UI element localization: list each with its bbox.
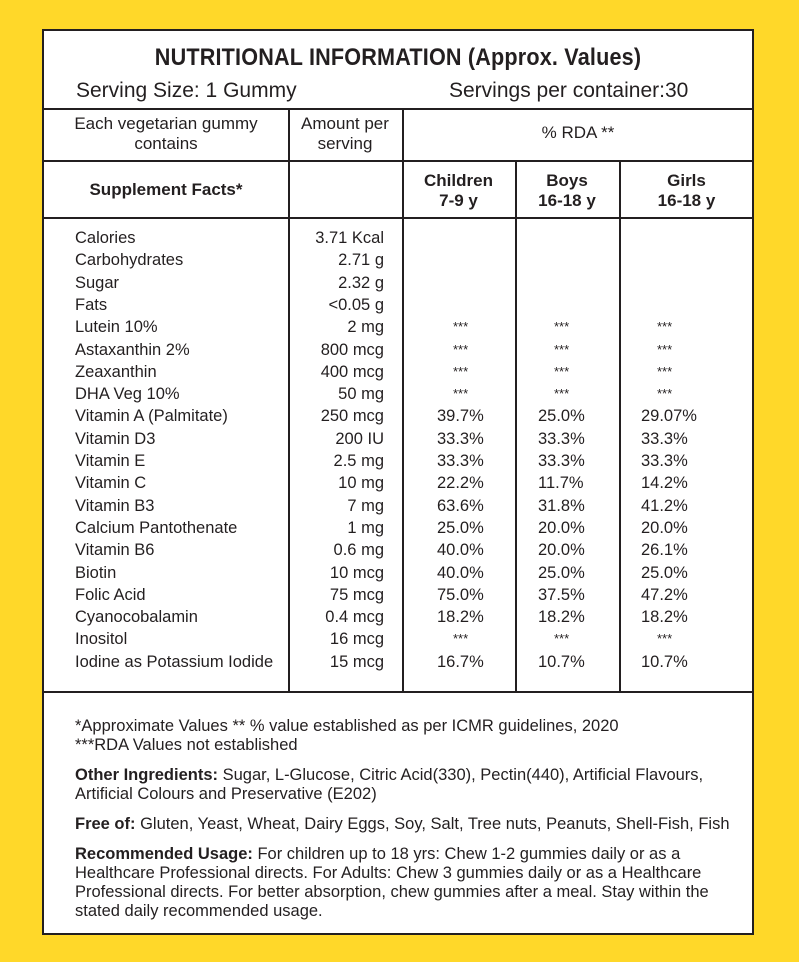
table-row [44, 361, 752, 383]
rda-girls: 29.07% [641, 407, 697, 426]
rda-girls: 47.2% [641, 585, 688, 604]
rda-children: 22.2% [437, 474, 484, 493]
table-row [44, 428, 752, 450]
servings-per-container: Servings per container:30 [449, 79, 689, 102]
rda-boys: 33.3% [538, 452, 585, 470]
nutrient-amount: 10 mg [338, 474, 384, 493]
table-row [44, 651, 752, 673]
free-of-text: Gluten, Yeast, Wheat, Dairy Eggs, Soy, Salt, Tree nuts, Peanuts, Shell-Fish, Fish [135, 815, 730, 833]
rda-girls: *** [657, 319, 673, 335]
nutrient-amount: 400 mcg [320, 362, 384, 381]
nutrient-name: Vitamin B6 [75, 541, 155, 560]
rda-girls: 33.3% [641, 452, 688, 470]
recommended-usage-label: Recommended Usage: [75, 845, 253, 863]
table-row [44, 539, 752, 561]
nutrient-name: Cyanocobalamin [75, 608, 198, 627]
nutrient-name: Vitamin B3 [75, 496, 155, 515]
header-girls [619, 171, 754, 211]
nutrient-name: DHA Veg 10% [75, 385, 180, 404]
nutrient-name: Vitamin E [75, 452, 146, 470]
rule-table-bottom [44, 691, 752, 693]
table-row [44, 294, 752, 316]
nutrient-amount: 2.5 mg [333, 452, 384, 470]
rda-girls: 26.1% [641, 541, 688, 560]
nutrient-name: Carbohydrates [75, 251, 184, 270]
rda-children: 40.0% [437, 563, 484, 582]
table-row [44, 562, 752, 584]
rda-boys: 18.2% [538, 608, 585, 627]
rda-boys: 33.3% [538, 429, 585, 448]
rda-girls: *** [657, 386, 673, 402]
rda-girls: 14.2% [641, 474, 688, 493]
table-row [44, 249, 752, 271]
rda-boys: 31.8% [538, 496, 585, 515]
rda-girls: *** [657, 341, 673, 357]
table-row [44, 383, 752, 405]
header-rda: % RDA ** [541, 123, 615, 142]
table-row [44, 339, 752, 361]
table-row [44, 472, 752, 494]
nutrient-name: Lutein 10% [75, 318, 158, 337]
rda-boys: 10.7% [538, 652, 585, 671]
rda-girls: 25.0% [641, 563, 688, 582]
rda-children: *** [453, 341, 469, 357]
rda-girls: 20.0% [641, 518, 688, 537]
nutrient-name: Vitamin C [75, 474, 147, 493]
rule-subheader [44, 217, 752, 219]
nutrient-amount: 7 mg [347, 496, 384, 515]
rda-children: 18.2% [437, 608, 484, 627]
table-row [44, 606, 752, 628]
nutrient-amount: <0.05 g [328, 295, 384, 314]
rule-top [44, 108, 752, 110]
header-children-line2: 7-9 y [439, 191, 478, 210]
table-row [44, 316, 752, 338]
other-ingredients-text: Sugar, L-Glucose, Citric Acid(330), Pectin(440), Artificial Flavours, Artificial Colours and Preservative (E202) [75, 766, 704, 803]
rda-children: 33.3% [437, 452, 484, 470]
footnotes [75, 717, 732, 932]
table-row [44, 227, 752, 249]
header-contains-line2: contains [134, 134, 198, 153]
rda-boys: 37.5% [538, 585, 585, 604]
recommended-usage [75, 845, 732, 921]
table-row [44, 517, 752, 539]
rda-boys: 20.0% [538, 518, 585, 537]
header-contains [44, 114, 288, 154]
other-ingredients-label: Other Ingredients: [75, 766, 219, 784]
rda-girls: 10.7% [641, 652, 688, 671]
rda-children: *** [453, 363, 469, 379]
rda-boys: *** [554, 341, 570, 357]
nutrient-amount: 2 mg [347, 318, 384, 337]
nutrient-amount: 3.71 Kcal [315, 229, 384, 247]
rda-girls: *** [657, 631, 673, 647]
rda-boys: 25.0% [538, 563, 585, 582]
header-amount-line1: Amount per [301, 114, 389, 133]
nutrient-name: Sugar [75, 273, 120, 292]
header-girls-line2: 16-18 y [657, 191, 716, 210]
table-row [44, 628, 752, 650]
footnote-rda: ***RDA Values not established [75, 736, 298, 754]
header-amount-line2: serving [317, 134, 373, 153]
rda-children: *** [453, 631, 469, 647]
nutrient-name: Folic Acid [75, 585, 146, 604]
nutrient-amount: 15 mcg [329, 652, 384, 671]
recommended-usage-text: For children up to 18 yrs: Chew 1-2 gummies daily or as a Healthcare Professional directs. For Adults: Chew 3 gummies daily or as a Healthcare Professional directs. For better absorption, chew gummies after a meal. Stay within the stated daily recommended usage. [75, 845, 709, 920]
nutrient-amount: 200 IU [335, 429, 384, 448]
rda-girls: 41.2% [641, 496, 688, 515]
free-of [75, 815, 732, 834]
rda-children: 25.0% [437, 518, 484, 537]
rda-boys: 25.0% [538, 407, 585, 426]
nutrient-name: Vitamin A (Palmitate) [75, 407, 228, 426]
rda-boys: *** [554, 631, 570, 647]
rda-children: 39.7% [437, 407, 484, 426]
table-row [44, 405, 752, 427]
table-row [44, 495, 752, 517]
table-row [44, 272, 752, 294]
header-children [402, 171, 515, 211]
table-row [44, 584, 752, 606]
nutrient-amount: 0.4 mcg [325, 608, 384, 627]
rda-children: 63.6% [437, 496, 484, 515]
nutrient-name: Biotin [75, 563, 117, 582]
serving-size: Serving Size: 1 Gummy [76, 79, 297, 102]
nutrient-amount: 250 mcg [320, 407, 384, 426]
header-girls-line1: Girls [667, 171, 706, 190]
rda-children: 16.7% [437, 652, 484, 671]
nutrient-name: Inositol [75, 630, 128, 649]
header-contains-line1: Each vegetarian gummy [74, 114, 258, 133]
rda-children: 40.0% [437, 541, 484, 560]
table-row [44, 450, 752, 472]
nutrient-amount: 10 mcg [329, 563, 384, 582]
header-boys-line1: Boys [546, 171, 588, 190]
rda-children: 33.3% [437, 429, 484, 448]
nutrient-amount: 2.32 g [338, 273, 384, 292]
rda-girls: 18.2% [641, 608, 688, 627]
nutrient-name: Iodine as Potassium Iodide [75, 652, 274, 671]
free-of-label: Free of: [75, 815, 136, 833]
panel-title: NUTRITIONAL INFORMATION (Approx. Values) [154, 44, 642, 71]
rda-children: 75.0% [437, 585, 484, 604]
nutrient-name: Fats [75, 295, 108, 314]
rda-boys: 20.0% [538, 541, 585, 560]
rda-girls: *** [657, 363, 673, 379]
nutrient-amount: 16 mcg [329, 630, 384, 649]
rda-boys: *** [554, 386, 570, 402]
nutrient-amount: 1 mg [347, 518, 384, 537]
rda-children: *** [453, 319, 469, 335]
rda-boys: *** [554, 319, 570, 335]
header-amount [288, 114, 402, 154]
rda-girls: 33.3% [641, 429, 688, 448]
rda-children: *** [453, 386, 469, 402]
nutrient-amount: 0.6 mg [333, 541, 384, 560]
nutrient-amount: 2.71 g [338, 251, 384, 270]
nutrient-name: Calories [75, 229, 136, 247]
nutrition-panel [42, 29, 754, 935]
header-boys-line2: 16-18 y [538, 191, 596, 210]
nutrient-name: Zeaxanthin [75, 362, 157, 381]
header-children-line1: Children [424, 171, 493, 190]
nutrient-name: Calcium Pantothenate [75, 518, 238, 537]
nutrient-amount: 75 mcg [329, 585, 384, 604]
rda-boys: 11.7% [538, 474, 584, 493]
nutrient-name: Astaxanthin 2% [75, 340, 190, 359]
other-ingredients [75, 766, 732, 804]
rda-boys: *** [554, 363, 570, 379]
header-boys [515, 171, 619, 211]
nutrient-amount: 50 mg [338, 385, 384, 404]
footnote-approx: *Approximate Values ** % value established as per ICMR guidelines, 2020 [75, 717, 619, 735]
rule-rda [402, 160, 752, 162]
nutrient-amount: 800 mcg [320, 340, 384, 359]
nutrient-name: Vitamin D3 [75, 429, 156, 448]
header-supplement-facts: Supplement Facts* [89, 180, 243, 199]
